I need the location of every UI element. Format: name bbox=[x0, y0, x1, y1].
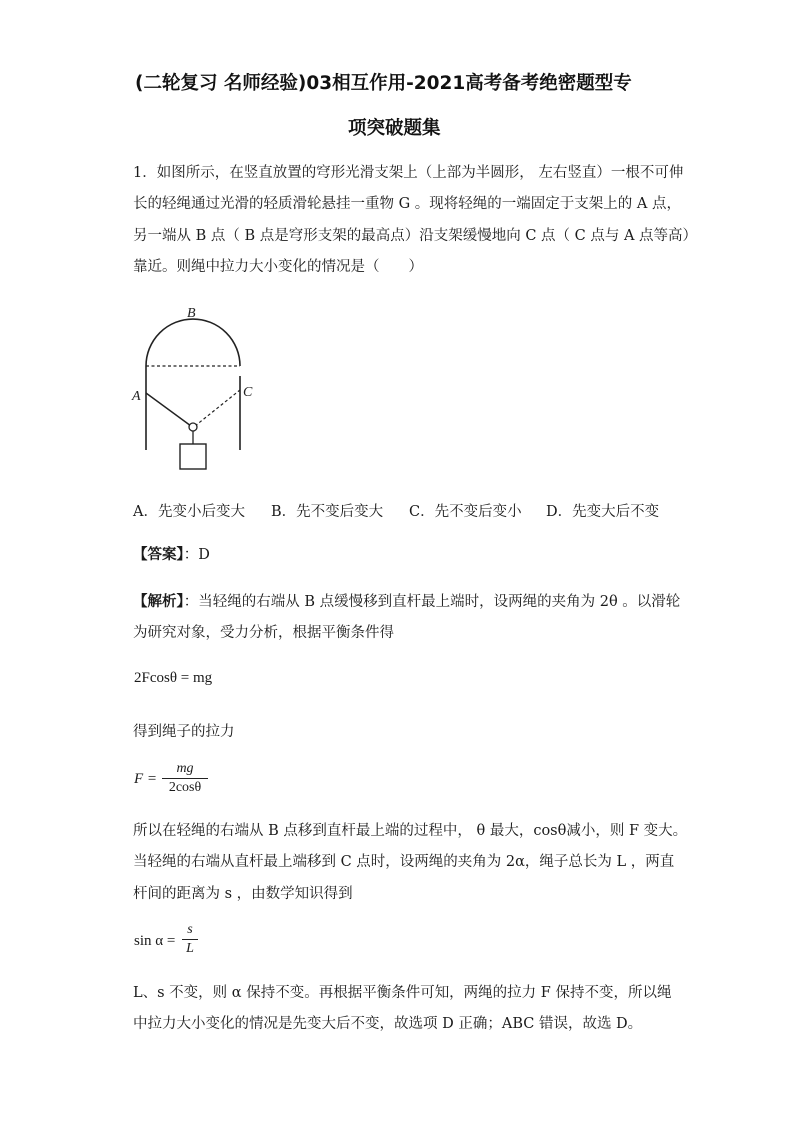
analysis-line6: 杆间的距离为 s ，由数学知识得到 bbox=[133, 886, 353, 902]
analysis-line5: 当轻绳的右端从直杆最上端移到 C 点时，设两绳的夹角为 2α，绳子总长为 L ，两直 bbox=[133, 854, 675, 870]
question-number: 1． bbox=[133, 165, 157, 181]
analysis-line3: 得到绳子的拉力 bbox=[133, 724, 235, 740]
equation-2-lhs: F = bbox=[134, 771, 158, 787]
label-C: C bbox=[243, 385, 253, 400]
pulley bbox=[189, 423, 197, 431]
question-line2: 长的轻绳通过光滑的轻质滑轮悬挂一重物 G 。现将轻绳的一端固定于支架上的 A 点， bbox=[133, 196, 681, 212]
equation-2-fraction bbox=[162, 761, 208, 796]
question-text-1: 如图所示，在竖直放置的穹形光滑支架上（上部为半圆形， 左右竖直）一根不可伸 bbox=[156, 165, 684, 181]
document-title-line2: 项突破题集 bbox=[348, 118, 441, 139]
equation-3-fraction bbox=[182, 922, 198, 957]
equation-1: 2Fcosθ = mg bbox=[134, 670, 213, 686]
analysis-text-1: ：当轻绳的右端从 B 点缓慢移到直杆最上端时，设两绳的夹角为 2θ 。以滑轮 bbox=[183, 594, 681, 610]
pulley-diagram bbox=[125, 298, 265, 478]
fraction-bar bbox=[182, 939, 198, 940]
analysis-tag: 【解析】 bbox=[133, 593, 184, 610]
analysis-line1 bbox=[133, 592, 680, 612]
weight-box bbox=[180, 444, 206, 469]
answer-tag: 【答案】 bbox=[133, 546, 184, 563]
equation-3-numerator: s bbox=[187, 922, 193, 937]
arch-semicircle bbox=[146, 319, 240, 366]
document-title-line1: (二轮复习 名师经验)03相互作用-2021高考备考绝密题型专 bbox=[135, 73, 632, 94]
analysis-line4: 所以在轻绳的右端从 B 点移到直杆最上端的过程中， θ 最大，cosθ减小，则 F 变大。 bbox=[133, 823, 688, 839]
equation-2-numerator: mg bbox=[176, 761, 194, 776]
option-d: D．先变大后不变 bbox=[546, 504, 660, 520]
answer-value: ：D bbox=[183, 547, 210, 563]
fraction-bar bbox=[162, 778, 208, 779]
rope-dashed bbox=[195, 390, 240, 426]
question-line3: 另一端从 B 点（ B 点是穹形支架的最高点）沿支架缓慢地向 C 点（ C 点与 A 点等高） bbox=[133, 228, 698, 244]
equation-3-lhs: sin α = bbox=[134, 933, 176, 949]
option-b: B．先不变后变大 bbox=[271, 504, 384, 520]
equation-2-denominator: 2cosθ bbox=[168, 780, 202, 795]
answer-line bbox=[133, 545, 210, 565]
label-B: B bbox=[187, 306, 196, 321]
rope-solid bbox=[146, 393, 191, 426]
equation-3-denominator: L bbox=[186, 941, 194, 956]
option-c: C．先不变后变小 bbox=[409, 504, 522, 520]
analysis-line8: 中拉力大小变化的情况是先变大后不变，故选项 D 正确；ABC 错误，故选 D。 bbox=[133, 1016, 643, 1032]
analysis-line7: L、s 不变，则 α 保持不变。再根据平衡条件可知，两绳的拉力 F 保持不变，所以绳 bbox=[133, 985, 672, 1001]
question-line4: 靠近。则绳中拉力大小变化的情况是（ ） bbox=[133, 259, 423, 275]
label-A: A bbox=[132, 389, 141, 404]
question-line1 bbox=[133, 163, 683, 183]
option-a: A．先变小后变大 bbox=[133, 504, 245, 520]
analysis-line2: 为研究对象，受力分析，根据平衡条件得 bbox=[133, 625, 394, 641]
